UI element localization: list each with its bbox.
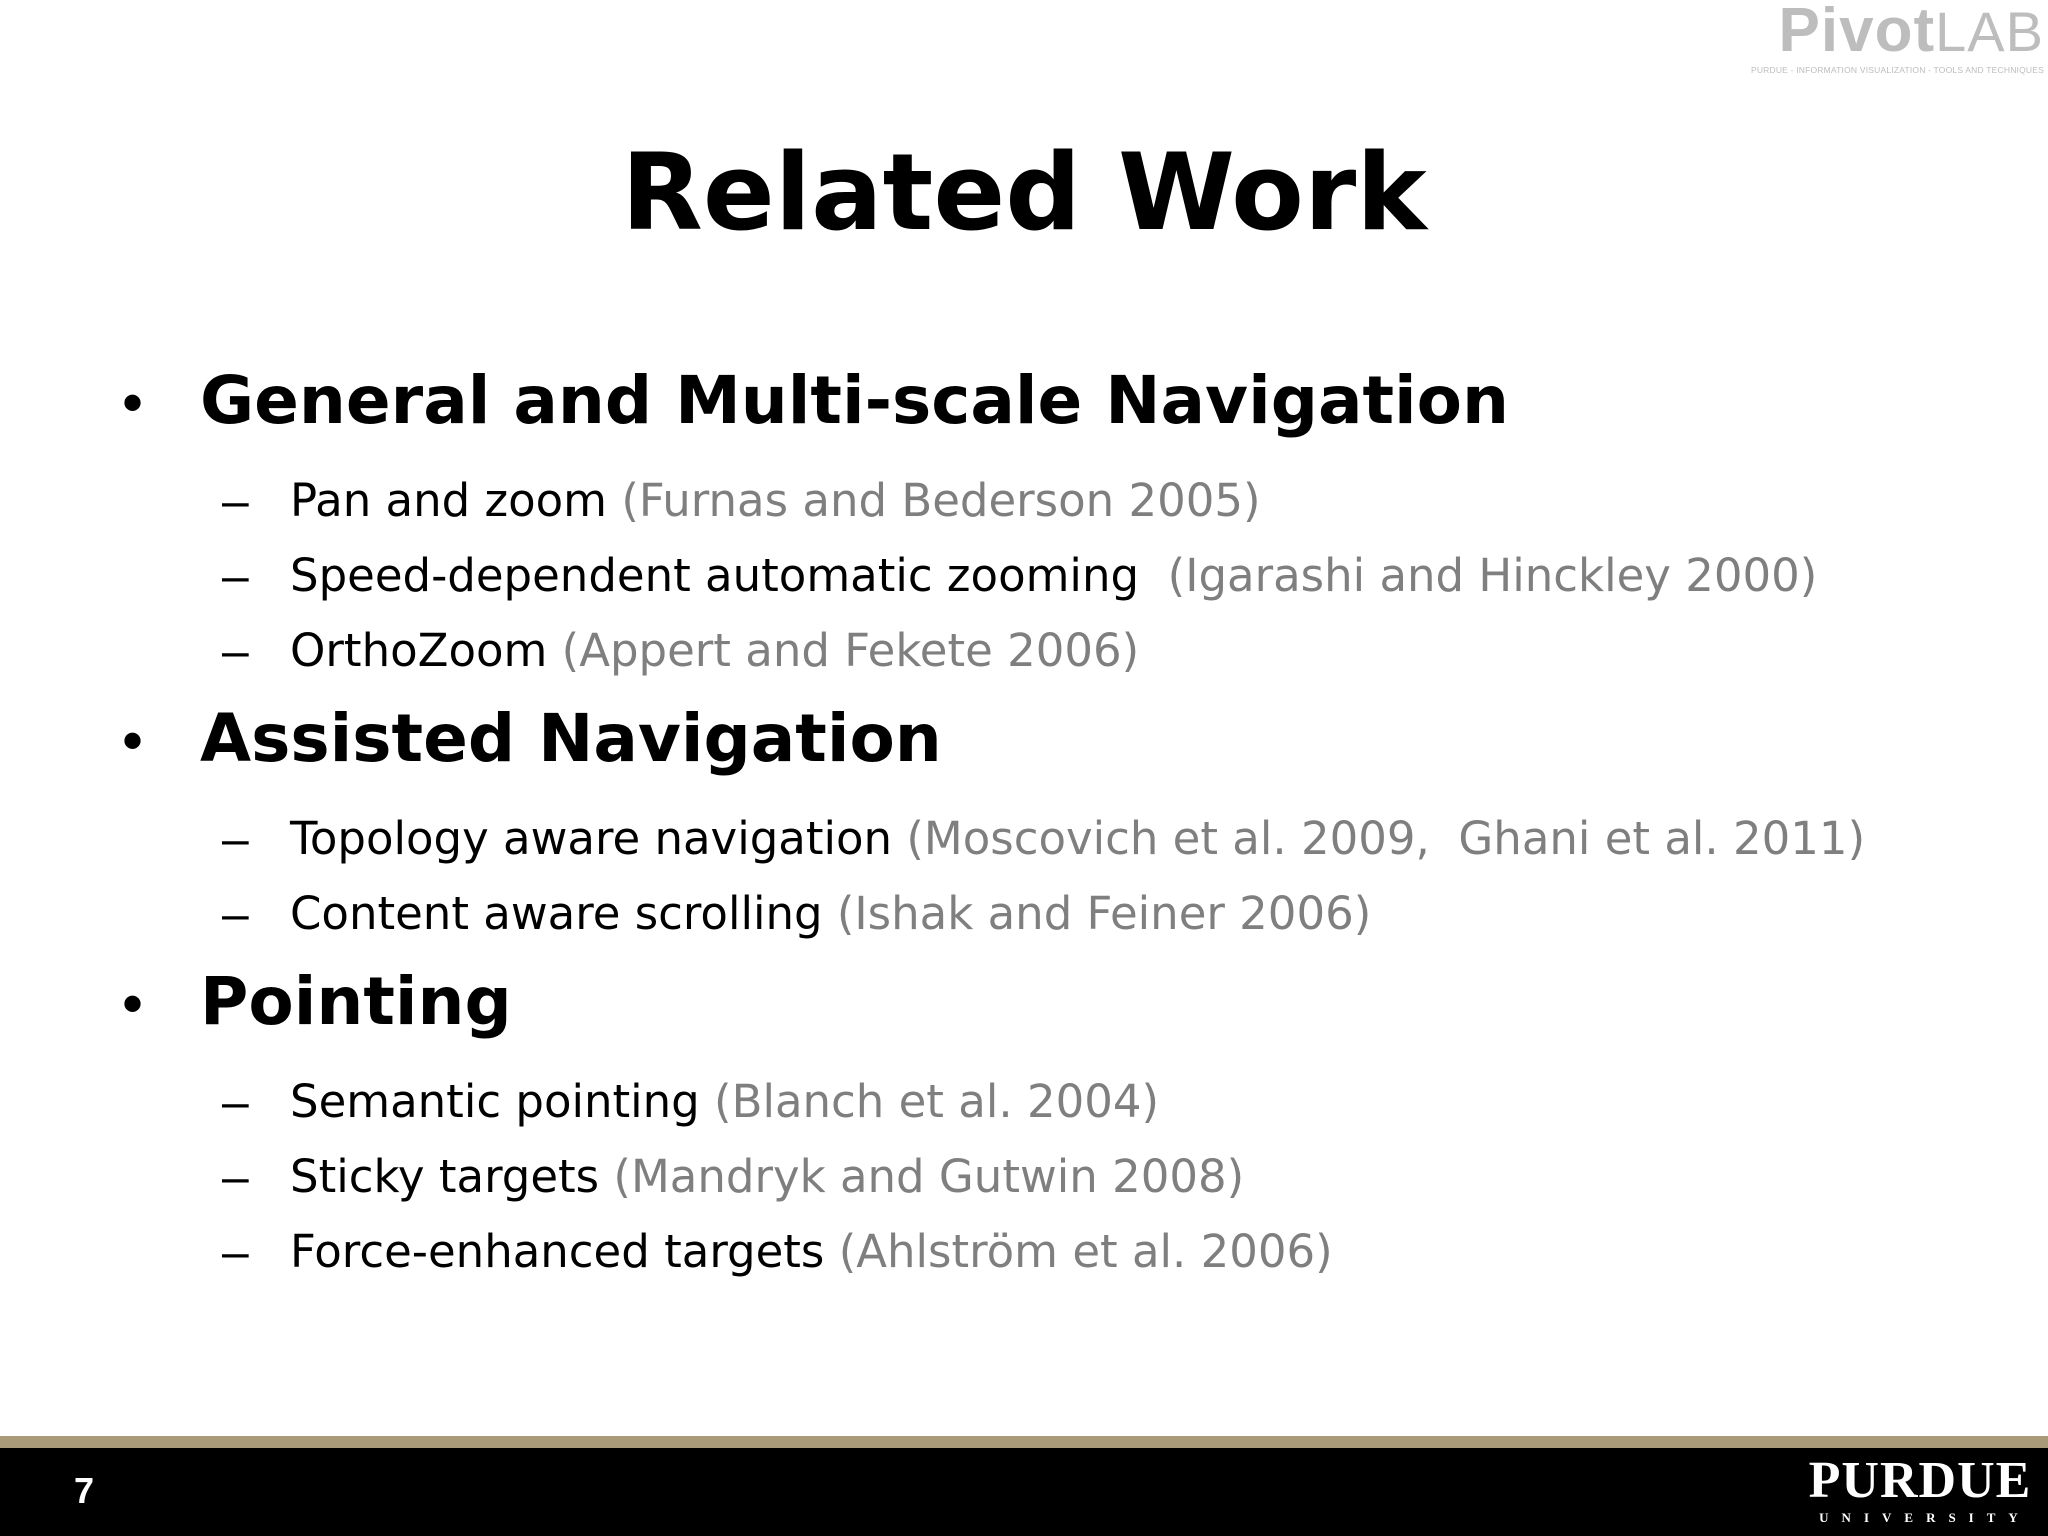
item-label: Sticky targets xyxy=(290,1150,614,1203)
item-citation: (Blanch et al. 2004) xyxy=(714,1075,1160,1128)
dash-marker: – xyxy=(222,550,249,603)
footer-accent-stripe xyxy=(0,1436,2048,1448)
list-item-text xyxy=(290,624,1139,677)
logo-brand-bold: Pivot xyxy=(1778,0,1936,65)
footer-bar xyxy=(0,1448,2048,1536)
logo-tagline: PURDUE - INFORMATION VISUALIZATION - TOOLS AND TECHNIQUES xyxy=(1750,65,2044,75)
section-heading: General and Multi-scale Navigation xyxy=(200,362,1509,439)
purdue-logo xyxy=(1800,1454,2040,1532)
item-citation: (Furnas and Bederson 2005) xyxy=(621,474,1261,527)
item-label: Pan and zoom xyxy=(290,474,622,527)
item-citation: (Moscovich et al. 2009, Ghani et al. 2011) xyxy=(906,812,1866,865)
dash-marker: – xyxy=(222,1076,249,1129)
pivotlab-logo xyxy=(1704,0,2044,80)
item-citation: (Igarashi and Hinckley 2000) xyxy=(1167,549,1818,602)
dash-marker: – xyxy=(222,1151,249,1204)
slide-title: Related Work xyxy=(621,131,1427,254)
item-label: Semantic pointing xyxy=(290,1075,715,1128)
section-heading: Pointing xyxy=(200,963,512,1040)
logo-brand-light: LAB xyxy=(1935,0,2044,63)
dash-marker: – xyxy=(222,625,249,678)
list-item-text xyxy=(290,474,1261,527)
dash-marker: – xyxy=(222,888,249,941)
list-item-text xyxy=(290,1225,1333,1278)
list-item-text xyxy=(290,1150,1244,1203)
dash-marker: – xyxy=(222,813,249,866)
page-number: 7 xyxy=(74,1470,95,1511)
list-item-text xyxy=(290,887,1371,940)
item-label: Topology aware navigation xyxy=(290,812,907,865)
purdue-university-text: UNIVERSITY xyxy=(1819,1510,2031,1525)
item-label: Content aware scrolling xyxy=(290,887,837,940)
bullet-marker: • xyxy=(122,369,144,436)
pivotlab-wordmark xyxy=(1704,0,2044,63)
section-heading: Assisted Navigation xyxy=(200,700,942,777)
item-citation: (Appert and Fekete 2006) xyxy=(561,624,1140,677)
bullet-marker: • xyxy=(122,970,144,1037)
item-citation: (Mandryk and Gutwin 2008) xyxy=(613,1150,1245,1203)
dash-marker: – xyxy=(222,1226,249,1279)
list-item-text xyxy=(290,1075,1159,1128)
dash-marker: – xyxy=(222,475,249,528)
item-label: Force-enhanced targets xyxy=(290,1225,839,1278)
item-label: OrthoZoom xyxy=(290,624,562,677)
item-label: Speed-dependent automatic zooming xyxy=(290,549,1168,602)
purdue-wordmark: PURDUE xyxy=(1808,1452,2032,1509)
item-citation: (Ahlström et al. 2006) xyxy=(838,1225,1333,1278)
bullet-marker: • xyxy=(122,707,144,774)
item-citation: (Ishak and Feiner 2006) xyxy=(836,887,1372,940)
list-item-text xyxy=(290,812,1865,865)
list-item-text xyxy=(290,549,1817,602)
